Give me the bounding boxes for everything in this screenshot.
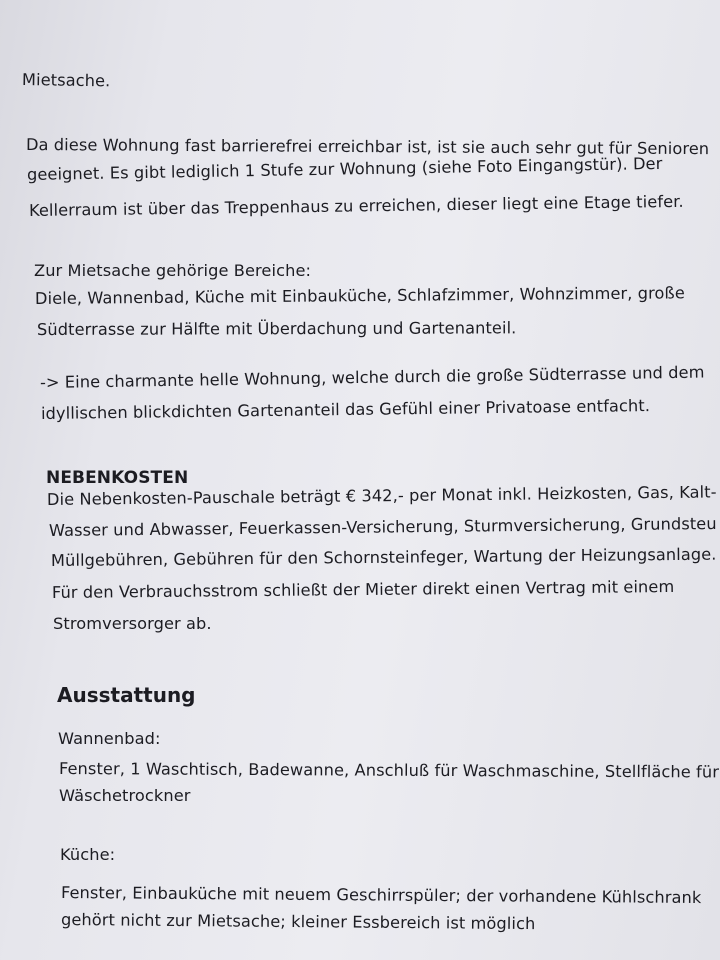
costs-line: Für den Verbrauchsstrom schließt der Mieter direkt einen Vertrag mit einem bbox=[51, 577, 675, 602]
kitchen-label: Küche: bbox=[60, 845, 116, 864]
kitchen-line: Fenster, Einbauküche mit neuem Geschirrspüler; der vorhandene Kühlschrank bbox=[60, 883, 702, 908]
intro-heading: Mietsache. bbox=[21, 70, 111, 91]
intro-line: geeignet. Es gibt lediglich 1 Stufe zur Wohnung (siehe Foto Eingangstür). Der bbox=[26, 153, 663, 184]
intro-line: Da diese Wohnung fast barrierefrei erreichbar ist, ist sie auch sehr gut für Senioren bbox=[25, 135, 710, 159]
bath-label: Wannenbad: bbox=[58, 729, 161, 748]
costs-line: Müllgebühren, Gebühren für den Schornsteinfeger, Wartung der Heizungsanlage. bbox=[50, 544, 717, 570]
areas-heading: Zur Mietsache gehörige Bereiche: bbox=[34, 261, 312, 280]
highlight-line: -> Eine charmante helle Wohnung, welche durch die große Südterrasse und dem bbox=[39, 362, 705, 392]
highlight-line: idyllischen blickdichten Gartenanteil das Gefühl einer Privatoase entfacht. bbox=[40, 396, 651, 423]
bath-line: Wäschetrockner bbox=[59, 786, 191, 805]
equipment-heading: Ausstattung bbox=[57, 683, 196, 707]
bath-line: Fenster, 1 Waschtisch, Badewanne, Anschluß für Waschmaschine, Stellfläche für bbox=[58, 759, 720, 782]
costs-line: Die Nebenkosten-Pauschale beträgt € 342,- per Monat inkl. Heizkosten, Gas, Kalt- bbox=[46, 482, 717, 509]
costs-line: Stromversorger ab. bbox=[53, 614, 212, 633]
areas-line: Südterrasse zur Hälfte mit Überdachung und Gartenanteil. bbox=[36, 318, 517, 339]
areas-line: Diele, Wannenbad, Küche mit Einbauküche, Schlafzimmer, Wohnzimmer, große bbox=[34, 283, 685, 308]
costs-line: Wasser und Abwasser, Feuerkassen-Versicherung, Sturmversicherung, Grundsteu bbox=[48, 514, 717, 540]
intro-line: Kellerraum ist über das Treppenhaus zu erreichen, dieser liegt eine Etage tiefer. bbox=[28, 191, 684, 220]
kitchen-line: gehört nicht zur Mietsache; kleiner Essbereich ist möglich bbox=[60, 910, 536, 934]
costs-heading: NEBENKOSTEN bbox=[46, 468, 189, 488]
